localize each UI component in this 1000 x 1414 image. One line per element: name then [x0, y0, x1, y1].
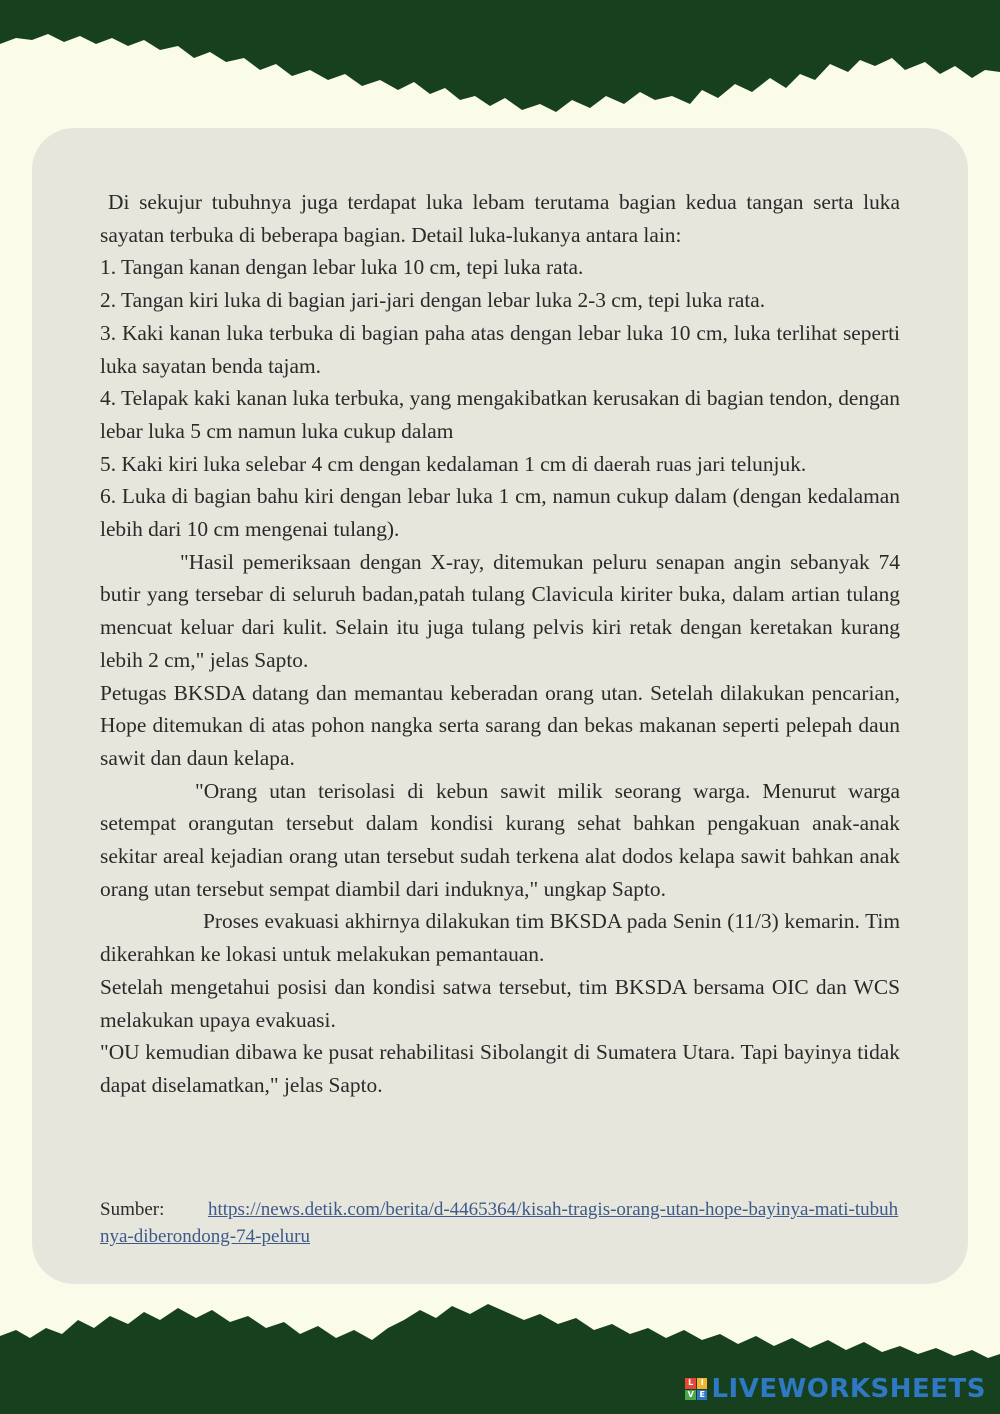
source-link[interactable]: https://news.detik.com/berita/d-4465364/kisah-tragis-orang-utan-hope-bayinya-mati-tubuhnya-diberondong-74-peluru	[100, 1199, 899, 1247]
liveworksheets-wordmark: LIVEWORKSHEETS	[711, 1374, 986, 1404]
isolation-quote-paragraph: "Orang utan terisolasi di kebun sawit milik seorang warga. Menurut warga setempat orangutan tersebut dalam kondisi kurang sehat bahkan pengakuan anak-anak sekitar areal kejadian orang utan tersebut sudah terkena alat dodos kelapa sawit bahkan anak orang utan tersebut sempat diambil dari induknya," ungkap Sapto.	[100, 778, 900, 901]
logo-letter-l: L	[685, 1378, 696, 1389]
evacuation-effort-paragraph: Setelah mengetahui posisi dan kondisi satwa tersebut, tim BKSDA bersama OIC dan WCS melakukan upaya evakuasi.	[100, 974, 900, 1032]
logo-letter-i: I	[697, 1378, 708, 1389]
torn-edge-top	[0, 0, 1000, 112]
source-citation	[100, 1196, 900, 1250]
wound-list-item-4: 4. Telapak kaki kanan luka terbuka, yang mengakibatkan kerusakan di bagian tendon, dengan lebar luka 5 cm namun luka cukup dalam	[100, 386, 900, 443]
liveworksheets-brand	[685, 1375, 986, 1403]
torn-paper-top-decoration	[0, 0, 1000, 140]
wound-list-item-3: 3. Kaki kanan luka terbuka di bagian paha atas dengan lebar luka 10 cm, luka terlihat seperti luka sayatan benda tajam.	[100, 320, 900, 378]
article-intro-paragraph: Di sekujur tubuhnya juga terdapat luka lebam terutama bagian kedua tangan serta luka sayatan terbuka di beberapa bagian. Detail luka-lukanya antara lain:	[100, 190, 900, 247]
source-label: Sumber:	[100, 1199, 165, 1220]
wound-list-item-5: 5. Kaki kiri luka selebar 4 cm dengan kedalaman 1 cm di daerah ruas jari telunjuk.	[100, 451, 807, 476]
liveworksheets-logo-icon	[685, 1378, 707, 1400]
wound-list-item-1: 1. Tangan kanan dengan lebar luka 10 cm, tepi luka rata.	[100, 255, 584, 280]
xray-quote-paragraph: "Hasil pemeriksaan dengan X-ray, ditemukan peluru senapan angin sebanyak 74 butir yang tersebar di seluruh badan,patah tulang Clavicula kiriter buka, dalam artian tulang mencuat keluar dari kulit. Selain itu juga tulang pelvis kiri retak dengan keretakan kurang lebih 2 cm," jelas Sapto.	[100, 549, 900, 672]
wound-list-item-2: 2. Tangan kiri luka di bagian jari-jari dengan lebar luka 2-3 cm, tepi luka rata.	[100, 288, 766, 313]
article-body	[100, 186, 900, 1102]
evacuation-paragraph: Proses evakuasi akhirnya dilakukan tim BKSDA pada Senin (11/3) kemarin. Tim dikerahkan ke lokasi untuk melakukan pemantauan.	[100, 909, 900, 967]
bksda-search-paragraph: Petugas BKSDA datang dan memantau keberadan orang utan. Setelah dilakukan pencarian, Hope ditemukan di atas pohon nangka serta sarang dan bekas makanan seperti pelepah daun sawit dan daun kelapa.	[100, 680, 900, 770]
rehabilitation-quote-paragraph: "OU kemudian dibawa ke pusat rehabilitasi Sibolangit di Sumatera Utara. Tapi bayinya tidak dapat diselamatkan," jelas Sapto.	[100, 1040, 900, 1097]
logo-letter-v: V	[685, 1390, 696, 1401]
logo-letter-e: E	[697, 1390, 708, 1401]
wound-list-item-6: 6. Luka di bagian bahu kiri dengan lebar luka 1 cm, namun cukup dalam (dengan kedalaman lebih dari 10 cm mengenai tulang).	[100, 484, 900, 542]
